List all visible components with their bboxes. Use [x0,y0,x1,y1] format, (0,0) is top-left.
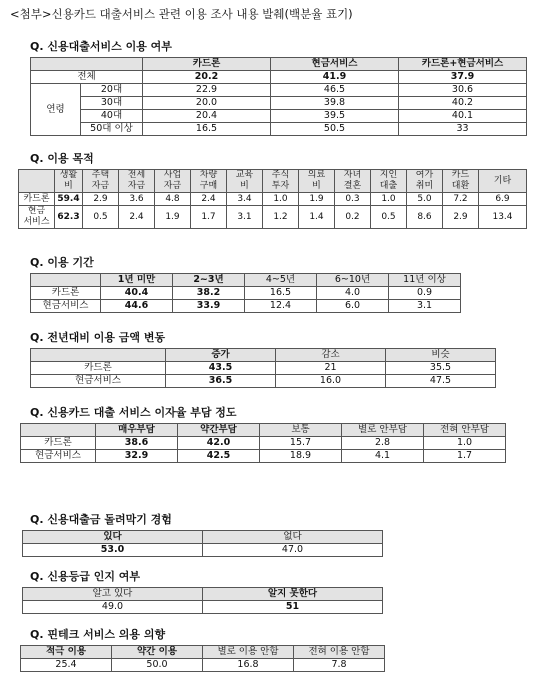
table-header-row [19,170,527,193]
header-cell: 11년 이상 [389,274,461,287]
header-cell: 약간부담 [178,424,260,437]
row-label: 현금서비스 [21,450,96,463]
table-row [31,71,527,84]
row-label: 카드론 [19,193,55,206]
table-cell: 36.5 [166,375,276,388]
table-header-row [23,588,383,601]
table-cell: 1.4 [299,206,335,229]
table-cell: 62.3 [55,206,83,229]
table-row [31,300,461,313]
table-row [21,659,385,672]
header-cell: 없다 [203,531,383,544]
table-cell: 0.5 [83,206,119,229]
question-title: Q. 이용 기간 [30,256,94,269]
table-cell: 16.5 [143,123,271,136]
table-cell: 0.5 [371,206,407,229]
table-cell: 3.6 [119,193,155,206]
header-cell: 별로 안부담 [342,424,424,437]
table-cell: 32.9 [96,450,178,463]
header-cell: 전혀 안부담 [424,424,506,437]
question-title: Q. 이용 목적 [30,152,94,165]
row-label: 현금서비스 [31,375,166,388]
table-cell: 38.6 [96,437,178,450]
table-cell: 1.2 [263,206,299,229]
table-cell: 3.1 [227,206,263,229]
table-cell: 1.9 [155,206,191,229]
table-cell: 1.7 [191,206,227,229]
table-row [31,84,527,97]
table-cell: 33.9 [173,300,245,313]
table-cell: 40.4 [101,287,173,300]
section-purpose [18,150,527,229]
row-label: 전체 [31,71,143,84]
header-cell: 교육 비 [227,170,263,193]
table-cell: 3.4 [227,193,263,206]
row-label: 50대 이상 [81,123,143,136]
header-cell: 자녀 결혼 [335,170,371,193]
header-cell [31,58,143,71]
table-cell: 47.0 [203,544,383,557]
header-cell: 주택 자금 [83,170,119,193]
table-cell: 33 [399,123,527,136]
header-cell: 기타 [479,170,527,193]
header-cell: 비슷 [386,349,496,362]
table-cell: 2.8 [342,437,424,450]
table-header-row [31,274,461,287]
table-cell: 2.9 [83,193,119,206]
table-row [19,193,527,206]
table-row [31,375,496,388]
header-cell: 생활 비 [55,170,83,193]
row-label: 카드론 [21,437,96,450]
table-cell: 38.2 [173,287,245,300]
header-cell: 카드론+현금서비스 [399,58,527,71]
table-cell: 21 [276,362,386,375]
table-header-row [31,58,527,71]
table-cell: 53.0 [23,544,203,557]
header-cell: 사업 자금 [155,170,191,193]
table-cell: 4.8 [155,193,191,206]
table-cell: 16.0 [276,375,386,388]
section-amount-change [30,329,496,388]
amount-change-table [30,348,496,388]
header-cell [31,274,101,287]
header-cell: 별로 이용 안함 [203,646,294,659]
header-cell: 증가 [166,349,276,362]
table-cell: 8.6 [407,206,443,229]
section-fintech [20,626,385,672]
table-cell: 2.9 [443,206,479,229]
table-cell: 43.5 [166,362,276,375]
table-header-row [21,646,385,659]
table-row [31,97,527,110]
question-title: Q. 신용카드 대출 서비스 이자율 부담 정도 [30,406,237,419]
header-cell: 주식 투자 [263,170,299,193]
table-cell: 1.0 [424,437,506,450]
header-cell: 전세 자금 [119,170,155,193]
duration-table [30,273,461,313]
header-cell [31,349,166,362]
table-row [19,206,527,229]
table-cell: 2.4 [119,206,155,229]
row-label: 카드론 [31,287,101,300]
header-cell [21,424,96,437]
table-row [31,123,527,136]
table-header-row [21,424,506,437]
row-label: 카드론 [31,362,166,375]
table-cell: 25.4 [21,659,112,672]
credit-grade-table [22,587,383,614]
table-header-row [31,349,496,362]
table-cell: 30.6 [399,84,527,97]
table-cell: 6.0 [317,300,389,313]
table-cell: 3.1 [389,300,461,313]
table-cell: 40.2 [399,97,527,110]
header-cell: 지인 대출 [371,170,407,193]
table-cell: 35.5 [386,362,496,375]
row-label: 20대 [81,84,143,97]
header-cell: 카드 대환 [443,170,479,193]
table-cell: 13.4 [479,206,527,229]
table-cell: 0.2 [335,206,371,229]
question-title: Q. 신용대출서비스 이용 여부 [30,40,172,53]
fintech-table [20,645,385,672]
table-cell: 50.0 [112,659,203,672]
table-cell: 50.5 [271,123,399,136]
header-cell: 여가 취미 [407,170,443,193]
table-cell: 39.5 [271,110,399,123]
row-label: 현금서비스 [31,300,101,313]
table-cell: 1.0 [371,193,407,206]
table-cell: 49.0 [23,601,203,614]
section-interest-burden [20,404,506,463]
question-title: Q. 신용등급 인지 여부 [30,570,141,583]
header-cell: 감소 [276,349,386,362]
table-cell: 51 [203,601,383,614]
header-cell: 약간 이용 [112,646,203,659]
purpose-table [18,169,527,229]
usage-table [30,57,527,136]
table-row [23,601,383,614]
table-cell: 46.5 [271,84,399,97]
table-cell: 16.5 [245,287,317,300]
header-cell: 알고 있다 [23,588,203,601]
table-cell: 16.8 [203,659,294,672]
table-cell: 59.4 [55,193,83,206]
rollover-table [22,530,383,557]
header-cell: 전혀 이용 안함 [294,646,385,659]
header-cell: 차량 구매 [191,170,227,193]
header-cell: 의료 비 [299,170,335,193]
section-duration [30,254,461,313]
table-cell: 40.1 [399,110,527,123]
header-cell: 2~3년 [173,274,245,287]
table-row [21,437,506,450]
table-row [23,544,383,557]
table-cell: 18.9 [260,450,342,463]
table-cell: 1.0 [263,193,299,206]
table-cell: 7.2 [443,193,479,206]
table-cell: 4.0 [317,287,389,300]
table-cell: 12.4 [245,300,317,313]
row-label: 40대 [81,110,143,123]
header-cell: 있다 [23,531,203,544]
table-row [31,362,496,375]
table-cell: 20.0 [143,97,271,110]
header-cell: 카드론 [143,58,271,71]
table-cell: 47.5 [386,375,496,388]
table-header-row [23,531,383,544]
table-cell: 22.9 [143,84,271,97]
row-label: 30대 [81,97,143,110]
table-cell: 44.6 [101,300,173,313]
table-cell: 41.9 [271,71,399,84]
table-cell: 4.1 [342,450,424,463]
table-cell: 20.2 [143,71,271,84]
header-cell [19,170,55,193]
section-usage [30,38,527,136]
table-cell: 2.4 [191,193,227,206]
table-row [31,287,461,300]
table-cell: 37.9 [399,71,527,84]
table-cell: 42.5 [178,450,260,463]
header-cell: 4~5년 [245,274,317,287]
section-rollover [22,511,383,557]
age-group-label: 연령 [31,84,81,136]
table-row [31,110,527,123]
header-cell: 알지 못한다 [203,588,383,601]
question-title: Q. 핀테크 서비스 의용 의향 [30,628,166,641]
table-cell: 20.4 [143,110,271,123]
table-cell: 15.7 [260,437,342,450]
page-title: <첨부>신용카드 대출서비스 관련 이용 조사 내용 발췌(백분율 표기) [10,7,353,21]
interest-burden-table [20,423,506,463]
question-title: Q. 전년대비 이용 금액 변동 [30,331,166,344]
table-cell: 0.9 [389,287,461,300]
header-cell: 6~10년 [317,274,389,287]
row-label: 현금 서비스 [19,206,55,229]
question-title: Q. 신용대출금 돌려막기 경험 [30,513,172,526]
table-cell: 1.9 [299,193,335,206]
table-cell: 5.0 [407,193,443,206]
table-cell: 39.8 [271,97,399,110]
header-cell: 보통 [260,424,342,437]
table-cell: 7.8 [294,659,385,672]
header-cell: 매우부담 [96,424,178,437]
table-cell: 0.3 [335,193,371,206]
table-cell: 6.9 [479,193,527,206]
table-cell: 42.0 [178,437,260,450]
table-cell: 1.7 [424,450,506,463]
header-cell: 1년 미만 [101,274,173,287]
header-cell: 현금서비스 [271,58,399,71]
section-credit-grade [22,568,383,614]
table-row [21,450,506,463]
header-cell: 적극 이용 [21,646,112,659]
